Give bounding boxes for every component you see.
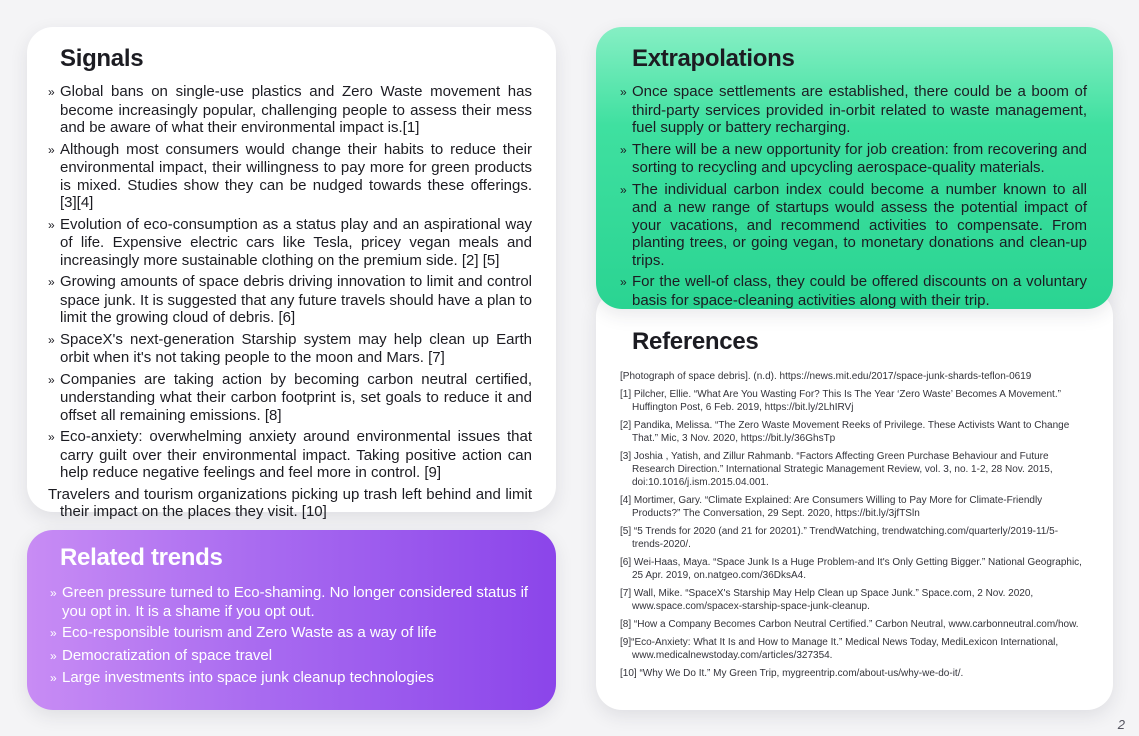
bullet-icon: »	[48, 275, 55, 289]
reference-item: [5] “5 Trends for 2020 (and 21 for 20201).” TrendWatching, trendwatching.com/quarterly/2019-11/5-trends-2020/.	[620, 526, 1059, 550]
signals-title: Signals	[60, 45, 144, 72]
list-item: » Democratization of space travel	[50, 646, 273, 664]
references-card	[596, 290, 1113, 710]
references-title: References	[632, 328, 759, 355]
bullet-icon: »	[620, 182, 627, 197]
bullet-icon: »	[620, 275, 627, 289]
extrapolations-card	[596, 27, 1113, 309]
list-item: » Eco-anxiety: overwhelming anxiety around environmental issues that carry guilt over their environmental impact. Taking positive action can help reduce negative feelings and feel more in control. [9]	[48, 428, 532, 481]
bullet-icon: »	[620, 142, 627, 157]
list-item: » Evolution of eco-consumption as a status play and an aspirational way of life. Expensive electric cars like Tesla, pricey vegan meals and increasingly more sustainable clothing on the premium side. [2] [5]	[48, 215, 532, 269]
page-number: 2	[1117, 717, 1125, 732]
list-item: » Green pressure turned to Eco-shaming. No longer considered status if you opt in. It is a shame if you opt out.	[50, 584, 529, 620]
reference-item: [8] “How a Company Becomes Carbon Neutral Certified.” Carbon Neutral, www.carbonneutral.com/how.	[620, 619, 1079, 630]
reference-item: [10] “Why We Do It.” My Green Trip, mygreentrip.com/about-us/why-we-do-it/.	[620, 668, 964, 679]
list-item: » Although most consumers would change their habits to reduce their environmental impact, their willingness to pay more for green products is mixed. Studies show they can be nudged towards these offerings. [3][4]	[48, 140, 532, 211]
signals-list	[48, 83, 532, 521]
bullet-icon: »	[50, 626, 57, 640]
extrapolations-title: Extrapolations	[632, 45, 795, 72]
list-item: » SpaceX's next-generation Starship system may help clean up Earth orbit when it's not taking people to the moon and Mars. [7]	[48, 330, 532, 366]
reference-item: [7] Wall, Mike. “SpaceX's Starship May Help Clean up Space Junk.” Space.com, 2 Nov. 2020, www.space.com/spacex-starship-space-junk-cleanup.	[620, 588, 1034, 612]
related-trends-card	[27, 530, 556, 710]
bullet-icon: »	[48, 372, 55, 387]
extrapolations-list	[620, 83, 1087, 309]
bullet-icon: »	[620, 85, 627, 99]
reference-item: [3] Joshia , Yatish, and Zillur Rahmanb. “Factors Affecting Green Purchase Behaviour and Future Research Direction.” International Strategic Management Review, vol. 3, no. 1-2, 28 Nov. 2015, doi:10.1016/j.ism.2015.04.001.	[620, 451, 1053, 488]
bullet-icon: »	[48, 85, 55, 99]
bullet-icon: »	[48, 217, 55, 232]
references-list	[620, 370, 1089, 680]
list-item: » Eco-responsible tourism and Zero Waste as a way of life	[50, 624, 437, 641]
bullet-icon: »	[48, 332, 55, 347]
list-item: » Once space settlements are established, there could be a boom of third-party services provided in-orbit related to waste management, fuel supply or battery recharging.	[620, 83, 1087, 136]
reference-item: [1] Pilcher, Ellie. “What Are You Wasting For? This Is The Year ‘Zero Waste’ Becomes A Movement.” Huffington Post, 6 Feb. 2019, https://bit.ly/2LhIRVj	[620, 389, 1061, 413]
related-trends-title: Related trends	[60, 544, 223, 571]
related-trends-list	[48, 584, 532, 688]
reference-item: [Photograph of space debris]. (n.d). https://news.mit.edu/2017/space-junk-shards-teflon-0619	[620, 371, 1032, 382]
reference-item: [2] Pandika, Melissa. “The Zero Waste Movement Reeks of Privilege. These Activists Want to Change That.” Mic, 3 Nov. 2020, https://bit.ly/36GhsTp	[620, 420, 1070, 444]
reference-item: [6] Wei-Haas, Maya. “Space Junk Is a Huge Problem-and It's Only Getting Bigger.” National Geographic, 25 Apr. 2019, on.natgeo.com/36DksA4.	[620, 557, 1082, 581]
list-item: » Global bans on single-use plastics and Zero Waste movement has become increasingly popular, challenging people to assess their mess and be aware of what their environmental impact is.[1]	[48, 83, 532, 136]
bullet-icon: »	[50, 586, 57, 600]
list-item: » Growing amounts of space debris driving innovation to limit and control space junk. It is suggested that any future travels should have a plan to limit the growing cloud of debris. [6]	[48, 273, 532, 326]
list-item: » Large investments into space junk cleanup technologies	[50, 669, 434, 686]
list-item: » There will be a new opportunity for job creation: from recovering and sorting to recycling and upcycling aerospace-quality materials.	[620, 140, 1087, 176]
signals-card	[27, 27, 556, 520]
list-item: » Companies are taking action by becoming carbon neutral certified, understanding what their carbon footprint is, set goals to reduce it and offset all remaining emissions. [8]	[48, 370, 532, 424]
reference-item: [4] Mortimer, Gary. “Climate Explained: Are Consumers Willing to Pay More for Climate-Friendly Products?” The Conversation, 29 Sept. 2020, https://bit.ly/3jfTSln	[620, 495, 1043, 519]
list-item: » For the well-of class, they could be offered discounts on a voluntary basis for space-cleaning activities along with their trip.	[620, 273, 1087, 309]
bullet-icon: »	[50, 648, 57, 663]
list-item: Travelers and tourism organizations picking up trash left behind and limit their impact on the places they visit. [10]	[48, 485, 532, 520]
bullet-icon: »	[48, 142, 55, 157]
bullet-icon: »	[48, 430, 55, 444]
bullet-icon: »	[50, 671, 57, 685]
list-item: » The individual carbon index could become a number known to all and a new range of startups would assess the potential impact of your vacations, and recommend activities to compensate. From planting trees, or going vegan, to monetary donations and clean-up trips.	[620, 180, 1087, 269]
reference-item: [9]“Eco-Anxiety: What It Is and How to Manage It.” Medical News Today, MediLexicon International, www.medicalnewstoday.com/articles/327354.	[620, 637, 1059, 661]
